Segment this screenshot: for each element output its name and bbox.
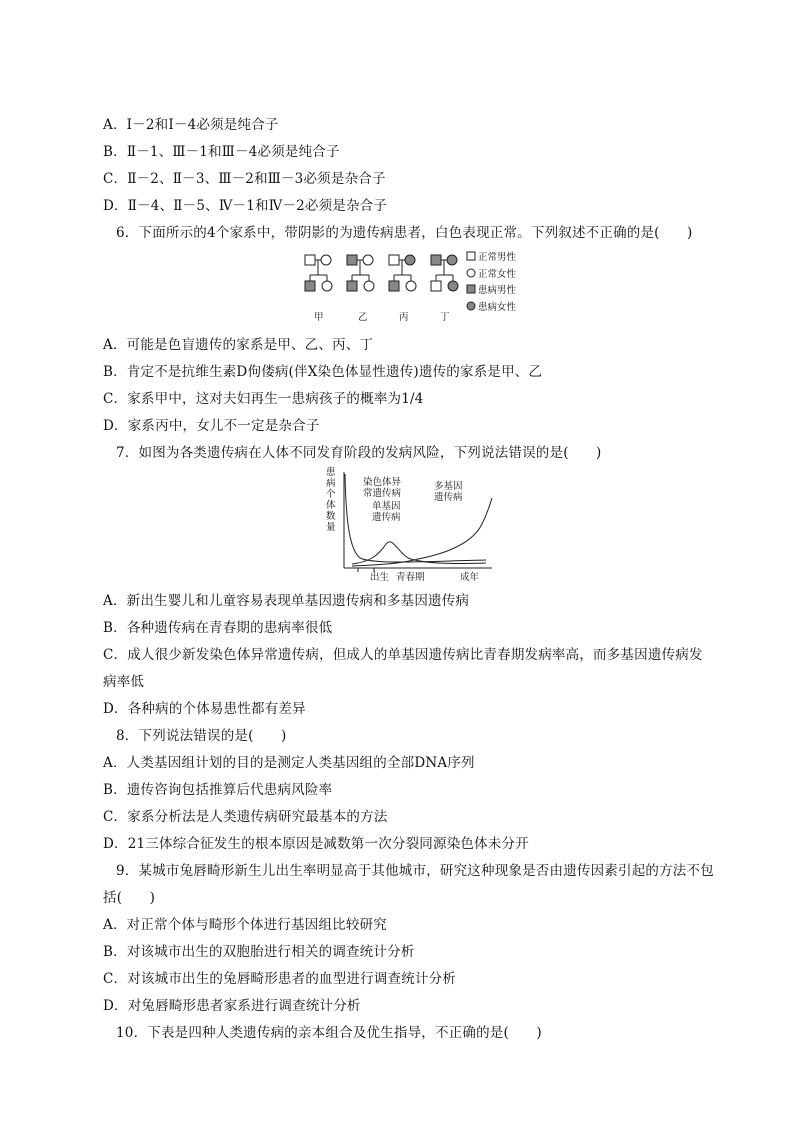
q6-option-c: C．家系甲中，这对夫妇再生一患病孩子的概率为1/4	[103, 391, 424, 407]
q8-option-a: A．人类基因组计划的目的是测定人类基因组的全部DNA序列	[103, 755, 475, 771]
ylabel-char: 数	[326, 511, 336, 522]
q9-option-d: D．对兔唇畸形患者家系进行调查统计分析	[103, 998, 361, 1014]
chrom-label-1: 染色体异	[363, 477, 402, 488]
q6-option-b: B．肯定不是抗维生素D佝偻病(伴X染色体显性遗传)遗传的家系是甲、乙	[103, 364, 543, 380]
legend-affected-female: 患病女性	[478, 302, 517, 313]
affected-male-symbol	[431, 255, 441, 265]
normal-female-symbol	[363, 255, 373, 265]
single-label-2: 遗传病	[372, 512, 401, 523]
question-7: 7．如图为各类遗传病在人体不同发育阶段的发病风险，下列说法错误的是( )	[116, 445, 602, 461]
family-label-ding: 丁	[440, 312, 450, 323]
ylabel-char: 病	[326, 478, 336, 489]
legend-affected-female-icon	[467, 302, 475, 310]
family-label-yi: 乙	[358, 312, 368, 323]
question-9-line1: 9．某城市兔唇畸形新生儿出生率明显高于其他城市，研究这种现象是否由遗传因素引起的方法不包	[116, 863, 714, 879]
q8-option-c: C．家系分析法是人类遗传病研究最基本的方法	[103, 809, 388, 825]
family-label-bing: 丙	[399, 312, 409, 323]
chrom-label-2: 常遗传病	[363, 488, 402, 499]
q7-option-c-line2: 病率低	[103, 674, 145, 690]
family-jia	[305, 255, 332, 291]
q6-option-d: D．家系丙中，女儿不一定是杂合子	[103, 418, 320, 434]
affected-female-symbol	[447, 255, 457, 265]
ylabel-char: 量	[326, 522, 336, 533]
family-ding	[431, 255, 458, 291]
affected-male-symbol	[347, 255, 357, 265]
q9-option-c: C．对该城市出生的兔唇畸形患者的血型进行调查统计分析	[103, 971, 457, 987]
legend-affected-male: 患病男性	[478, 285, 517, 296]
family-bing	[389, 255, 416, 291]
legend-normal-male: 正常男性	[478, 252, 517, 263]
normal-female-symbol	[322, 281, 332, 291]
question-9-line2: 括( )	[103, 890, 156, 906]
ylabel-char: 患	[326, 467, 336, 478]
q7-option-b: B．各种遗传病在青春期的患病率很低	[103, 620, 333, 636]
question-8: 8．下列说法错误的是( )	[116, 728, 287, 744]
option-a: A．Ⅰ－2和Ⅰ－4必须是纯合子	[103, 117, 279, 133]
option-b: B．Ⅱ－1、Ⅲ－1和Ⅲ－4必须是纯合子	[103, 144, 340, 160]
q9-option-a: A．对正常个体与畸形个体进行基因组比较研究	[103, 917, 387, 933]
affected-male-symbol	[305, 281, 315, 291]
legend-normal-male-icon	[467, 252, 475, 260]
q8-option-d: D．21三体综合征发生的根本原因是减数第一次分裂同源染色体未分开	[103, 836, 529, 852]
family-label-jia: 甲	[314, 312, 324, 323]
pedigree-legend	[467, 252, 475, 310]
legend-affected-male-icon	[467, 285, 475, 293]
affected-male-symbol	[389, 281, 399, 291]
q7-option-c-line1: C．成人很少新发染色体异常遗传病，但成人的单基因遗传病比青春期发病率高，而多基因遗传病发	[103, 647, 703, 663]
normal-male-symbol	[305, 255, 315, 265]
legend-normal-female: 正常女性	[478, 269, 517, 280]
family-yi	[347, 255, 374, 291]
affected-male-symbol	[347, 281, 357, 291]
q9-option-b: B．对该城市出生的双胞胎进行相关的调查统计分析	[103, 944, 415, 960]
xlabel-adult: 成年	[460, 572, 480, 583]
normal-female-symbol	[364, 281, 374, 291]
disease-risk-chart	[314, 464, 496, 586]
option-c: C．Ⅱ－2、Ⅱ－3、Ⅲ－2和Ⅲ－3必须是杂合子	[103, 171, 386, 187]
xlabel-birth: 出生	[370, 572, 390, 583]
q6-option-a: A．可能是色盲遗传的家系是甲、乙、丙、丁	[103, 337, 374, 353]
pedigree-figure	[296, 248, 526, 326]
ylabel-char: 体	[326, 500, 336, 511]
question-6: 6．下面所示的4个家系中，带阴影的为遗传病患者，白色表现正常。下列叙述不正确的是( )	[116, 225, 693, 241]
single-label-1: 单基因	[372, 501, 401, 512]
y-axis-label	[326, 466, 336, 533]
normal-female-symbol	[406, 281, 416, 291]
q7-option-a: A．新出生婴儿和儿童容易表现单基因遗传病和多基因遗传病	[103, 593, 470, 609]
legend-normal-female-icon	[467, 269, 475, 277]
question-10: 10．下表是四种人类遗传病的亲本组合及优生指导，不正确的是( )	[116, 1025, 542, 1041]
affected-female-symbol	[448, 281, 458, 291]
q8-option-b: B．遗传咨询包括推算后代患病风险率	[103, 782, 333, 798]
ylabel-char: 个	[326, 489, 336, 500]
multi-label-1: 多基因	[434, 481, 463, 492]
multi-label-2: 遗传病	[434, 492, 463, 503]
q7-option-d: D．各种病的个体易患性都有差异	[103, 701, 306, 717]
affected-female-symbol	[405, 255, 415, 265]
normal-male-symbol	[389, 255, 399, 265]
normal-male-symbol	[431, 281, 441, 291]
normal-female-symbol	[321, 255, 331, 265]
xlabel-puberty: 青春期	[396, 572, 425, 583]
option-d: D．Ⅱ－4、Ⅱ－5、Ⅳ－1和Ⅳ－2必须是杂合子	[103, 198, 388, 214]
